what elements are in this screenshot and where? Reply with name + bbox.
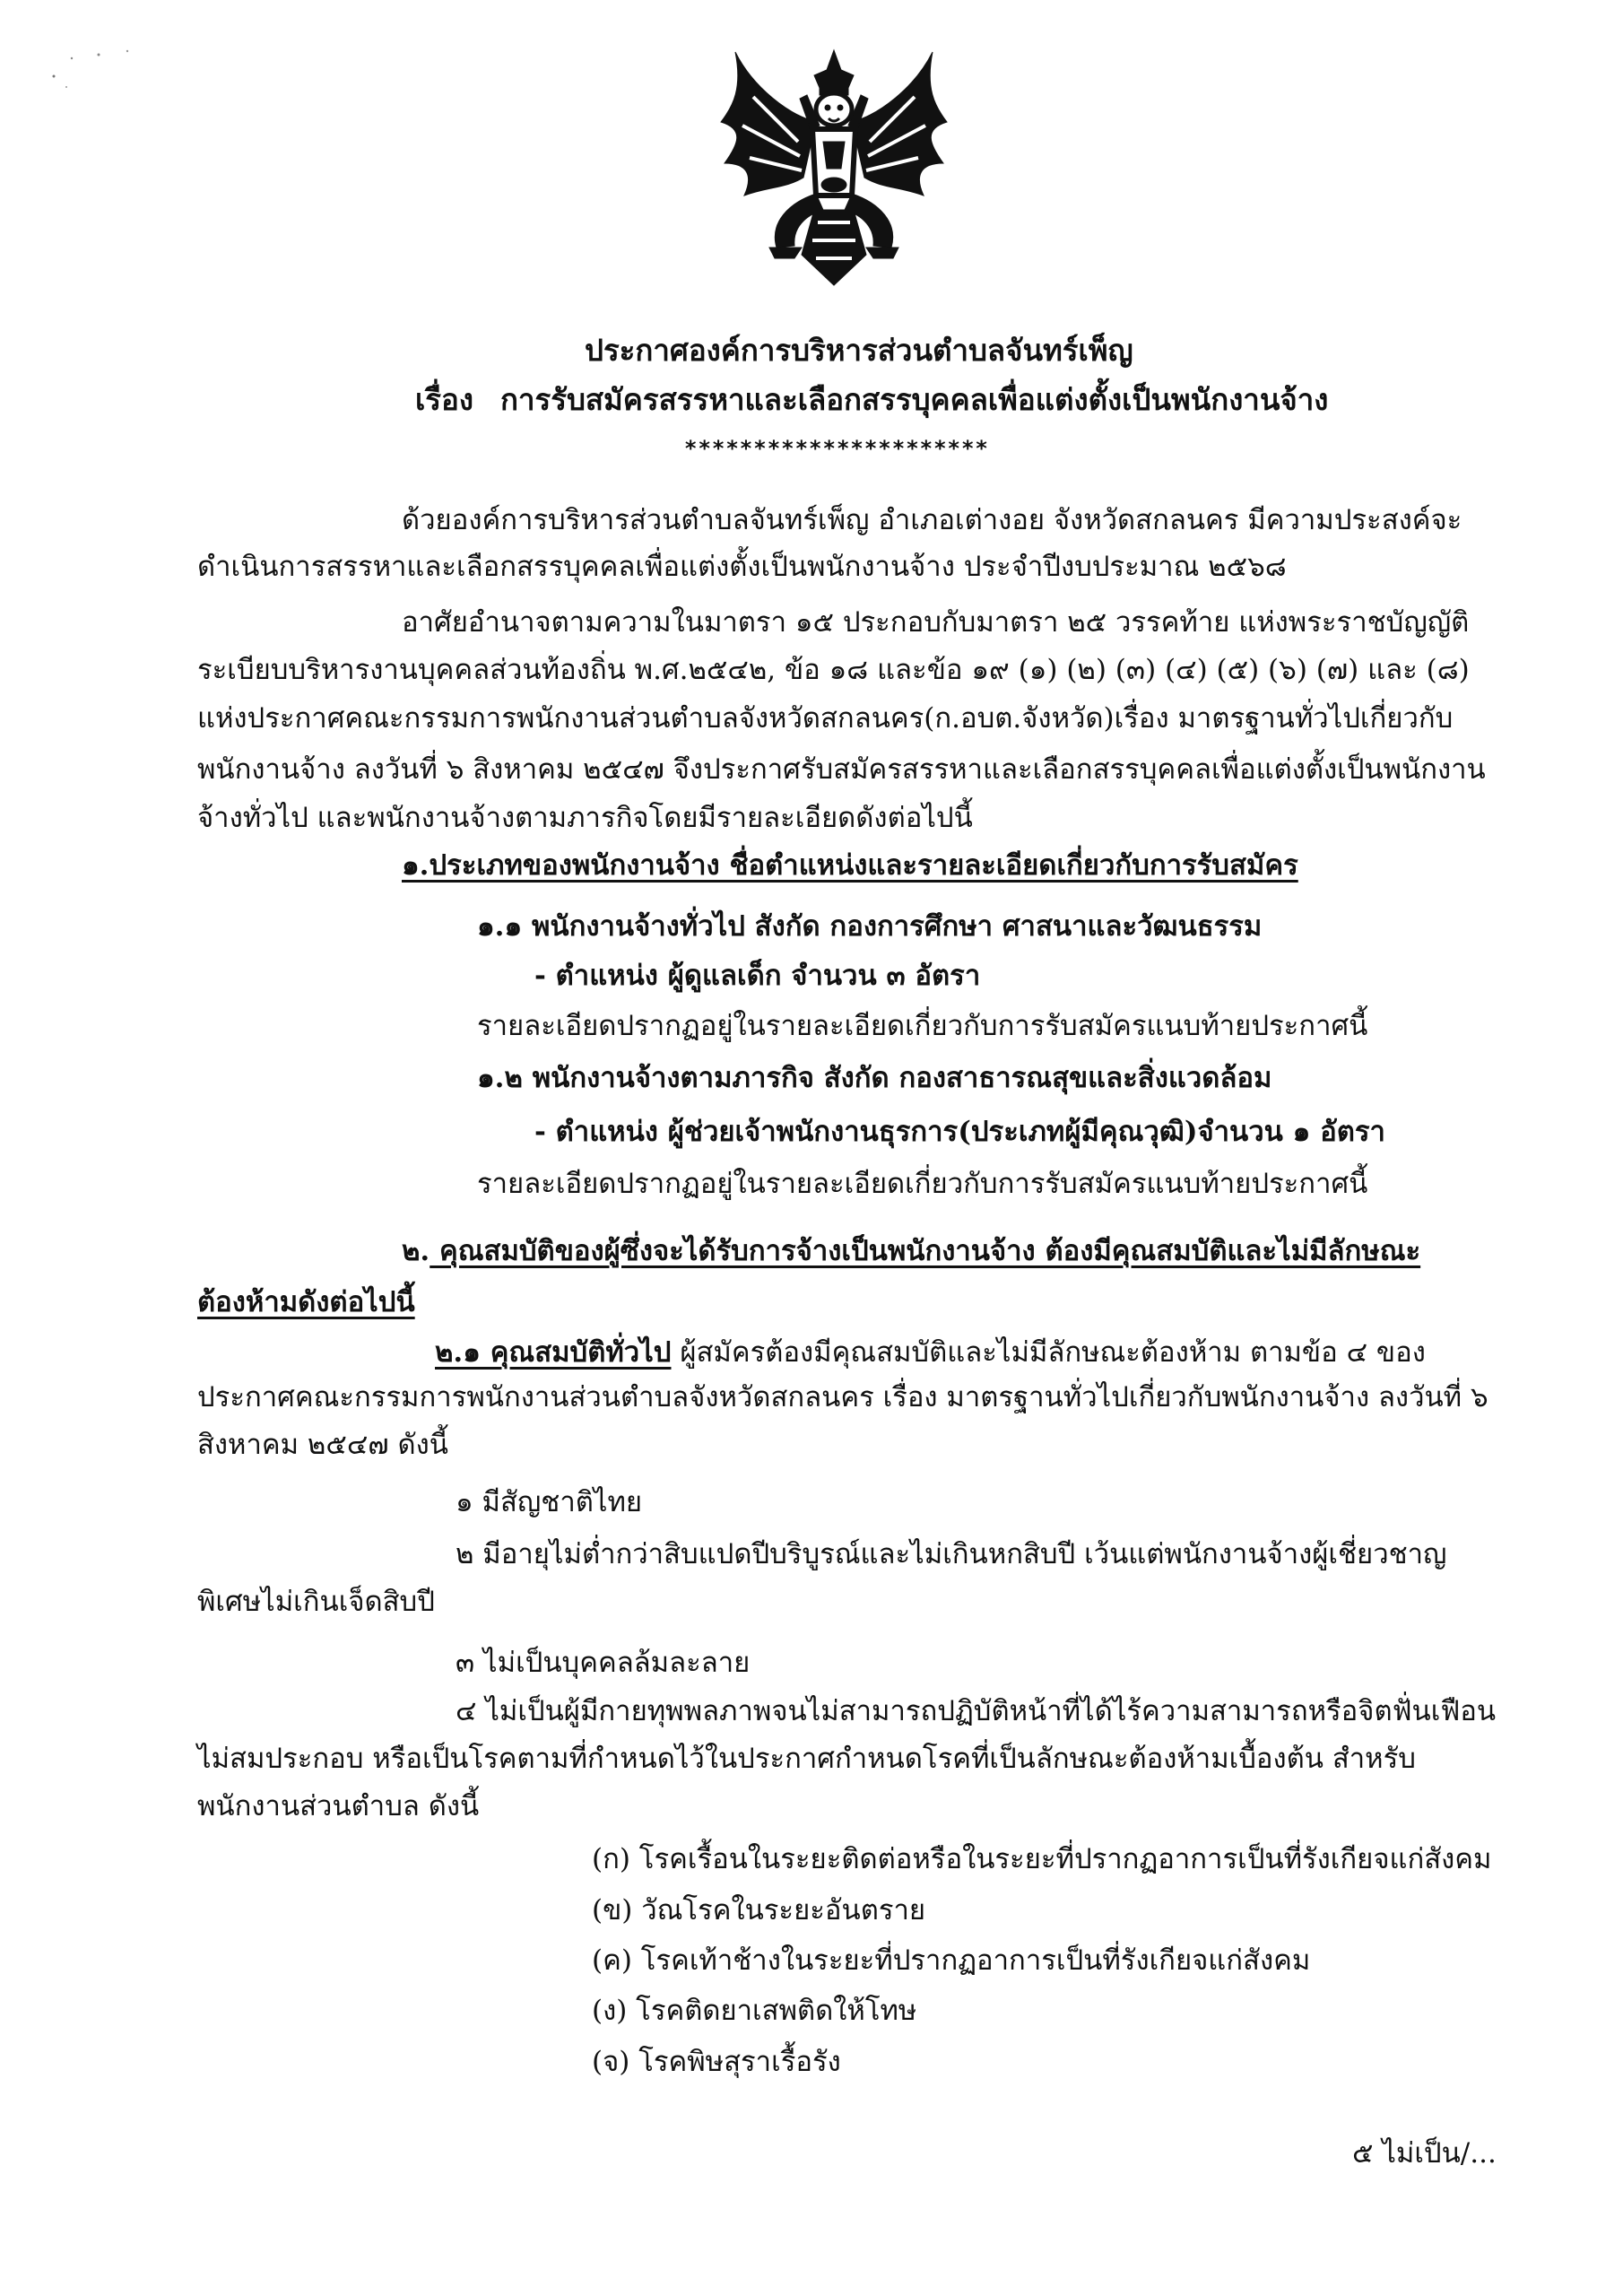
section-2-1-line-2: ประกาศคณะกรรมการพนักงานส่วนตำบลจังหวัดสกลนคร เรื่อง มาตรฐานทั่วไปเกี่ยวกับพนักงานจ้าง ลงวันที่ ๖ xyxy=(197,1381,1488,1413)
qualification-item-1: ๑ มีสัญชาติไทย xyxy=(456,1486,643,1518)
disease-item-d: (ง) โรคติดยาเสพติดให้โทษ xyxy=(592,1995,917,2027)
header-divider: ********************** xyxy=(684,436,989,461)
intro-line-3: อาศัยอำนาจตามความในมาตรา ๑๕ ประกอบกับมาตรา ๒๕ วรรคท้าย แห่งพระราชบัญญัติ xyxy=(402,606,1470,639)
intro-line-7: จ้างทั่วไป และพนักงานจ้างตามภารกิจโดยมีรายละเอียดดังต่อไปนี้ xyxy=(197,802,973,834)
section-1-2-position: - ตำแหน่ง ผู้ช่วยเจ้าพนักงานธุรการ(ประเภทผู้มีคุณวุฒิ)จำนวน ๑ อัตรา xyxy=(534,1116,1385,1148)
subject-label: เรื่อง xyxy=(415,382,473,417)
section-2-heading-line-2: ต้องห้ามดังต่อไปนี้ xyxy=(197,1286,415,1318)
garuda-emblem-icon xyxy=(717,43,950,299)
disease-item-e: (จ) โรคพิษสุราเรื้อรัง xyxy=(592,2046,841,2078)
disease-item-b: (ข) วัณโรคในระยะอันตราย xyxy=(592,1894,926,1926)
intro-line-1: ด้วยองค์การบริหารส่วนตำบลจันทร์เพ็ญ อำเภอเต่างอย จังหวัดสกลนคร มีความประสงค์จะ xyxy=(402,504,1462,536)
section-1-1-heading: ๑.๑ พนักงานจ้างทั่วไป สังกัด กองการศึกษา ศาสนาและวัฒนธรรม xyxy=(477,910,1263,943)
qualification-item-4-line-3: พนักงานส่วนตำบล ดังนี้ xyxy=(197,1790,480,1822)
section-1-heading: ๑.ประเภทของพนักงานจ้าง ชื่อตำแหน่งและรายละเอียดเกี่ยวกับการรับสมัคร xyxy=(402,849,1298,882)
qualification-item-2-line-2: พิเศษไม่เกินเจ็ดสิบปี xyxy=(197,1586,435,1618)
qualification-item-4-line-2: ไม่สมประกอบ หรือเป็นโรคตามที่กำหนดไว้ในประกาศกำหนดโรคที่เป็นลักษณะต้องห้ามเบื้องต้น สำหรับ xyxy=(197,1743,1416,1775)
section-2-1-label: ๒.๑ คุณสมบัติทั่วไป xyxy=(435,1336,672,1369)
disease-item-c: (ค) โรคเท้าช้างในระยะที่ปรากฏอาการเป็นที่รังเกียจแก่สังคม xyxy=(592,1944,1311,1977)
intro-line-2: ดำเนินการสรรหาและเลือกสรรบุคคลเพื่อแต่งตั้งเป็นพนักงานจ้าง ประจำปีงบประมาณ ๒๕๖๘ xyxy=(197,551,1287,583)
section-1-1-position: - ตำแหน่ง ผู้ดูแลเด็ก จำนวน ๓ อัตรา xyxy=(534,960,981,992)
page-continuation-note: ๕ ไม่เป็น/... xyxy=(1352,2137,1497,2170)
scan-speck-marks xyxy=(45,40,170,94)
qualification-item-4-line-1: ๔ ไม่เป็นผู้มีกายทุพพลภาพจนไม่สามารถปฏิบัติหน้าที่ได้ไร้ความสามารถหรือจิตฟั่นเฟือน xyxy=(456,1695,1497,1727)
section-2-heading-line-1 xyxy=(402,1233,1420,1269)
section-2-heading-text: คุณสมบัติของผู้ซึ่งจะได้รับการจ้างเป็นพนักงานจ้าง ต้องมีคุณสมบัติและไม่มีลักษณะ xyxy=(430,1235,1421,1267)
section-1-2-detail: รายละเอียดปรากฏอยู่ในรายละเอียดเกี่ยวกับการรับสมัครแนบท้ายประกาศนี้ xyxy=(477,1168,1368,1200)
intro-line-4: ระเบียบบริหารงานบุคคลส่วนท้องถิ่น พ.ศ.๒๕๔๒, ข้อ ๑๘ และข้อ ๑๙ (๑) (๒) (๓) (๔) (๕) (๖) (๗) และ (๘) xyxy=(197,654,1470,686)
section-2-number: ๒. xyxy=(402,1235,430,1267)
section-1-1-detail: รายละเอียดปรากฏอยู่ในรายละเอียดเกี่ยวกับการรับสมัครแนบท้ายประกาศนี้ xyxy=(477,1010,1368,1042)
disease-item-a: (ก) โรคเรื้อนในระยะติดต่อหรือในระยะที่ปรากฏอาการเป็นที่รังเกียจแก่สังคม xyxy=(592,1843,1492,1875)
section-1-2-heading: ๑.๒ พนักงานจ้างตามภารกิจ สังกัด กองสาธารณสุขและสิ่งแวดล้อม xyxy=(477,1062,1272,1094)
section-2-1-text: ผู้สมัครต้องมีคุณสมบัติและไม่มีลักษณะต้องห้าม ตามข้อ ๔ ของ xyxy=(671,1336,1426,1369)
qualification-item-2-line-1: ๒ มีอายุไม่ต่ำกว่าสิบแปดปีบริบูรณ์และไม่เกินหกสิบปี เว้นแต่พนักงานจ้างผู้เชี่ยวชาญ xyxy=(456,1538,1447,1570)
announcement-title: ประกาศองค์การบริหารส่วนตำบลจันทร์เพ็ญ xyxy=(585,333,1133,368)
announcement-subject: การรับสมัครสรรหาและเลือกสรรบุคคลเพื่อแต่งตั้งเป็นพนักงานจ้าง xyxy=(500,382,1329,417)
section-2-1-line-3: สิงหาคม ๒๕๔๗ ดังนี้ xyxy=(197,1429,448,1461)
intro-line-5: แห่งประกาศคณะกรรมการพนักงานส่วนตำบลจังหวัดสกลนคร(ก.อบต.จังหวัด)เรื่อง มาตรฐานทั่วไปเกี่ยวกับ xyxy=(197,702,1454,735)
qualification-item-3: ๓ ไม่เป็นบุคคลล้มละลาย xyxy=(456,1647,751,1679)
section-2-1-line-1 xyxy=(435,1335,1426,1370)
intro-line-6: พนักงานจ้าง ลงวันที่ ๖ สิงหาคม ๒๕๔๗ จึงประกาศรับสมัครสรรหาและเลือกสรรบุคคลเพื่อแต่งตั้งเป็นพนักงาน xyxy=(197,753,1486,786)
